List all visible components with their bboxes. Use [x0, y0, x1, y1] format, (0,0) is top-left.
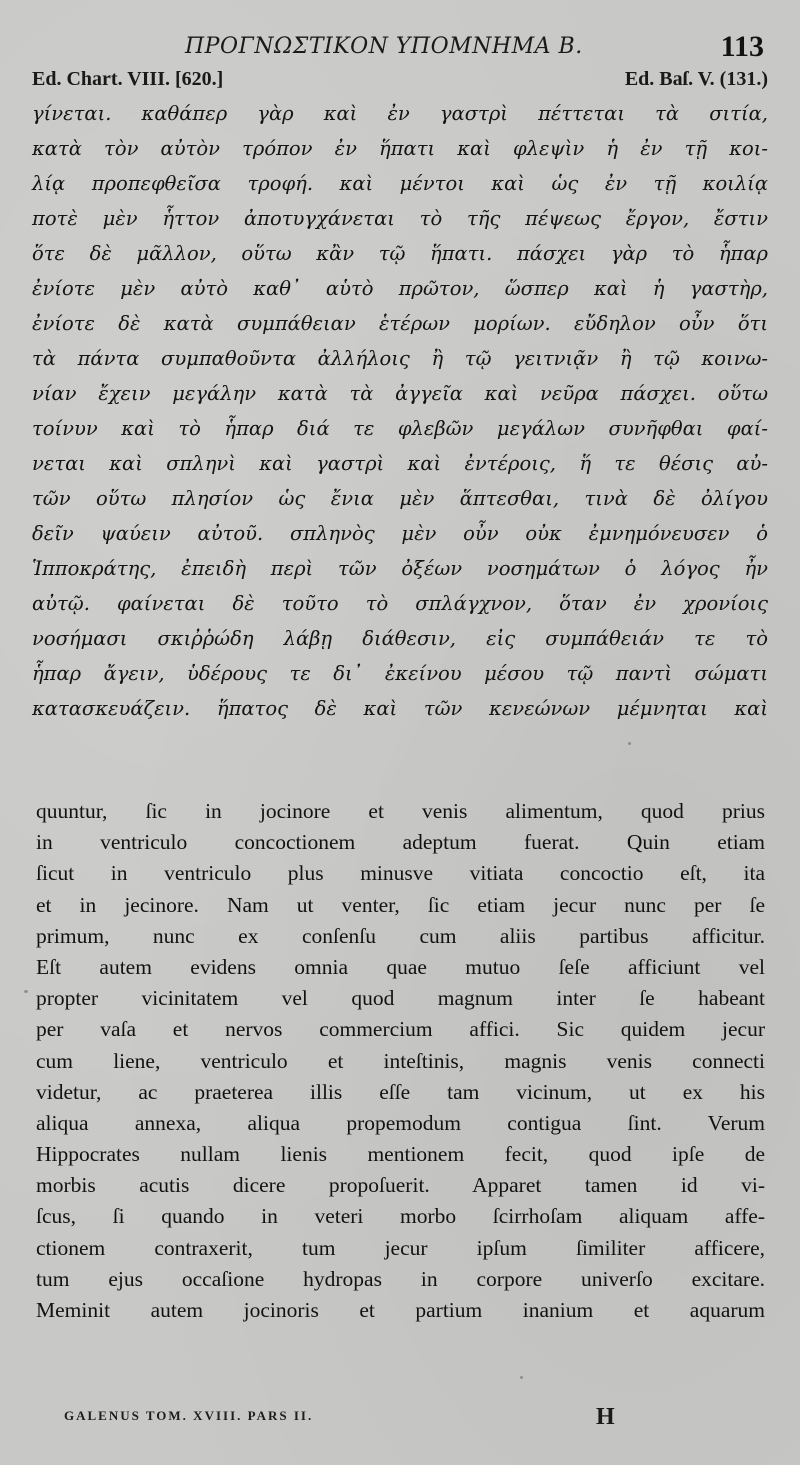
latin-text-line: tum ejus occaſione hydropas in corpore univerſo excitare.: [36, 1266, 765, 1291]
page-footer: [64, 1404, 764, 1434]
latin-text-line: morbis acutis dicere propoſuerit. Apparet tamen id vi-: [36, 1173, 765, 1198]
paper-speck: [520, 1376, 523, 1379]
greek-text-line: ἧπαρ ἄγειν, ὑδέρους τε δι᾽ ἐκείνου μέσου τῷ παντὶ σώματι: [32, 662, 768, 685]
greek-text-line: κατασκευάζειν. ἥπατος δὲ καὶ τῶν κενεώνων μέμνηται καὶ: [32, 697, 768, 720]
greek-text-line: τὰ πάντα συμπαθοῦντα ἀλλήλοις ἢ τῷ γειτνιᾷν ἢ τῷ κοινω-: [32, 347, 768, 370]
greek-text-line: ποτὲ μὲν ἧττον ἀποτυγχάνεται τὸ τῆς πέψεως ἔργον, ἔστιν: [32, 207, 768, 230]
latin-text-line: per vaſa et nervos commercium affici. Sic quidem jecur: [36, 1017, 765, 1042]
page-number: 113: [720, 30, 764, 63]
latin-text-line: videtur, ac praeterea illis eſſe tam vicinum, ut ex his: [36, 1079, 765, 1104]
latin-text-line: ſicut in ventriculo plus minusve vitiata concoctio eſt, ita: [36, 861, 765, 886]
edition-chartier-reference: Ed. Chart. VIII. [620.]: [32, 68, 224, 90]
latin-text-line: ctionem contraxerit, tum jecur ipſum ſimiliter afficere,: [36, 1235, 765, 1260]
latin-text-line: quuntur, ſic in jocinore et venis alimentum, quod prius: [36, 799, 765, 823]
greek-text-line: αὐτῷ. φαίνεται δὲ τοῦτο τὸ σπλάγχνον, ὅταν ἐν χρονίοις: [32, 592, 768, 615]
signature-mark: H: [596, 1404, 615, 1430]
printer-signature-line: GALENUS TOM. XVIII. PARS II.: [64, 1408, 314, 1423]
greek-text-line: λίᾳ προπεφθεῖσα τροφή. καὶ μέντοι καὶ ὡς ἐν τῇ κοιλίᾳ: [32, 172, 768, 195]
edition-basel-reference: Ed. Baſ. V. (131.): [624, 68, 768, 90]
greek-text-line: Ἱπποκράτης, ἐπειδὴ περὶ τῶν ὀξέων νοσημάτων ὁ λόγος ἦν: [32, 557, 768, 580]
latin-text-block: [36, 796, 765, 1326]
greek-text-line: ἐνίοτε μὲν αὐτὸ καθ᾽ αὑτὸ πρῶτον, ὥσπερ καὶ ἡ γαστὴρ,: [32, 277, 768, 300]
greek-text-line: τοίνυν καὶ τὸ ἧπαρ διά τε φλεβῶν μεγάλων συνῆφθαι φαί-: [32, 417, 768, 440]
latin-text-line: primum, nunc ex conſenſu cum aliis partibus afficitur.: [36, 923, 765, 948]
greek-text-line: νεται καὶ σπληνὶ καὶ γαστρὶ καὶ ἐντέροις, ἥ τε θέσις αὐ-: [32, 452, 768, 475]
greek-text-line: ἐνίοτε δὲ κατὰ συμπάθειαν ἑτέρων μορίων. εὔδηλον οὖν ὅτι: [32, 312, 768, 335]
latin-text-line: cum liene, ventriculo et inteſtinis, magnis venis connecti: [36, 1048, 765, 1073]
paper-speck: [628, 742, 631, 745]
greek-text-line: γίνεται. καθάπερ γὰρ καὶ ἐν γαστρὶ πέττεται τὰ σιτία,: [32, 102, 768, 125]
latin-text-line: in ventriculo concoctionem adeptum fuerat. Quin etiam: [36, 830, 765, 855]
paper-speck: [24, 990, 28, 993]
greek-text-line: νίαν ἔχειν μεγάλην κατὰ τὰ ἀγγεῖα καὶ νεῦρα πάσχει. οὕτω: [32, 382, 768, 405]
greek-text-line: κατὰ τὸν αὐτὸν τρόπον ἐν ἥπατι καὶ φλεψὶν ἡ ἐν τῇ κοι-: [32, 137, 768, 160]
edition-reference-line: [32, 68, 768, 96]
greek-text-line: τῶν οὕτω πλησίον ὡς ἔνια μὲν ἅπτεσθαι, τινὰ δὲ ὀλίγου: [32, 487, 768, 510]
latin-text-line: Meminit autem jocinoris et partium inanium et aquarum: [36, 1298, 765, 1322]
latin-text-line: et in jecinore. Nam ut venter, ſic etiam jecur nunc per ſe: [36, 892, 765, 917]
latin-text-line: propter vicinitatem vel quod magnum inter ſe habeant: [36, 986, 765, 1011]
greek-text-line: ὅτε δὲ μᾶλλον, οὕτω κἂν τῷ ἥπατι. πάσχει γὰρ τὸ ἧπαρ: [32, 242, 768, 265]
greek-text-block: [32, 96, 768, 726]
latin-text-line: ſcus, ſi quando in veteri morbo ſcirrhoſam aliquam affe-: [36, 1204, 765, 1229]
running-title: ΠΡΟΓΝΩΣΤΙΚΟΝ ΥΠΟΜΝΗΜΑ Β.: [185, 34, 583, 59]
latin-text-line: Hippocrates nullam lienis mentionem fecit, quod ipſe de: [36, 1142, 765, 1167]
greek-text-line: δεῖν ψαύειν αὐτοῦ. σπληνὸς μὲν οὖν οὐκ ἐμνημόνευσεν ὁ: [32, 522, 768, 545]
greek-text-line: νοσήμασι σκιῤῥώδη λάβῃ διάθεσιν, εἰς συμπάθειάν τε τὸ: [32, 627, 768, 650]
latin-text-line: Eſt autem evidens omnia quae mutuo ſeſe afficiunt vel: [36, 954, 765, 979]
latin-text-line: aliqua annexa, aliqua propemodum contigua ſint. Verum: [36, 1110, 765, 1135]
running-head: [0, 28, 800, 68]
